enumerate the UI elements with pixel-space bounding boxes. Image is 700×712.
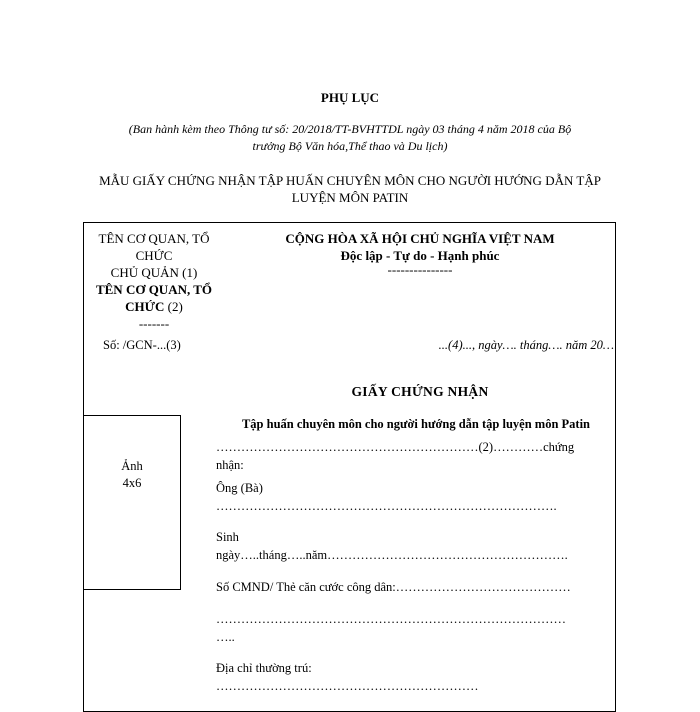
form-title-line-1: MẪU GIẤY CHỨNG NHẬN TẬP HUẤN CHUYÊN MÔN CHO NGƯỜI HƯỚNG DẪN TẬP: [99, 173, 601, 188]
id-dots-line: …………………………………………………………………………: [216, 612, 566, 626]
photo-label: [83, 458, 181, 492]
certificate-title: GIẤY CHỨNG NHẬN: [351, 384, 489, 399]
org-suffix: (2): [164, 299, 183, 314]
birth-date-line: ngày…..tháng…..năm………………………………………………….: [216, 548, 568, 562]
org-line-2: CHỨC: [125, 299, 165, 314]
birth-label: Sinh: [216, 530, 239, 544]
id-number-line: Số CMND/ Thẻ căn cước công dân:……………………………………: [216, 580, 571, 594]
photo-box: [83, 415, 181, 590]
certificate-number: Số: /GCN-...(3): [103, 338, 181, 352]
issuance-note: [60, 121, 640, 155]
issuer-line: ………………………………………………………(2)…………chứng: [216, 440, 575, 454]
national-heading: [230, 230, 610, 276]
form-title: [70, 172, 630, 206]
issue-date: ...(4)..., ngày…. tháng…. năm 20…: [438, 338, 614, 352]
name-label: Ông (Bà): [216, 481, 263, 495]
form-title-line-2: LUYỆN MÔN PATIN: [291, 190, 409, 205]
address-dots: ………………………………………………………: [216, 679, 479, 693]
photo-label-text: Ảnh: [121, 459, 143, 473]
certifies-label: nhận:: [216, 458, 244, 472]
org-line-2-wrap: [84, 298, 224, 315]
appendix-title: PHỤ LỤC: [320, 90, 380, 105]
agency-line-2: CHỨC: [135, 248, 173, 263]
agency-line-3: CHỦ QUẢN (1): [110, 265, 198, 280]
nation-name: CỘNG HÒA XÃ HỘI CHỦ NGHĨA VIỆT NAM: [285, 231, 555, 246]
org-line-1: TÊN CƠ QUAN, TỔ: [95, 282, 213, 297]
issuing-agency-block: [84, 230, 224, 332]
address-label: Địa chỉ thường trú:: [216, 661, 312, 675]
id-dots-end: …..: [216, 630, 235, 644]
photo-size-text: 4x6: [122, 476, 142, 490]
nation-motto: Độc lập - Tự do - Hạnh phúc: [340, 248, 500, 263]
agency-line-1: TÊN CƠ QUAN, TỔ: [98, 231, 210, 246]
issuance-note-line-1: (Ban hành kèm theo Thông tư số: 20/2018/TT-BVHTTDL ngày 03 tháng 4 năm 2018 của Bộ: [128, 122, 572, 136]
nation-dashes: ---------------: [387, 262, 453, 277]
certificate-subtitle: Tập huấn chuyên môn cho người hướng dẫn tập luyện môn Patin: [241, 417, 591, 431]
name-dots: ……………………………………………………………………….: [216, 499, 557, 513]
issuance-note-line-2: trưởng Bộ Văn hóa,Thể thao và Du lịch): [252, 139, 448, 153]
agency-dashes: -------: [138, 316, 170, 331]
